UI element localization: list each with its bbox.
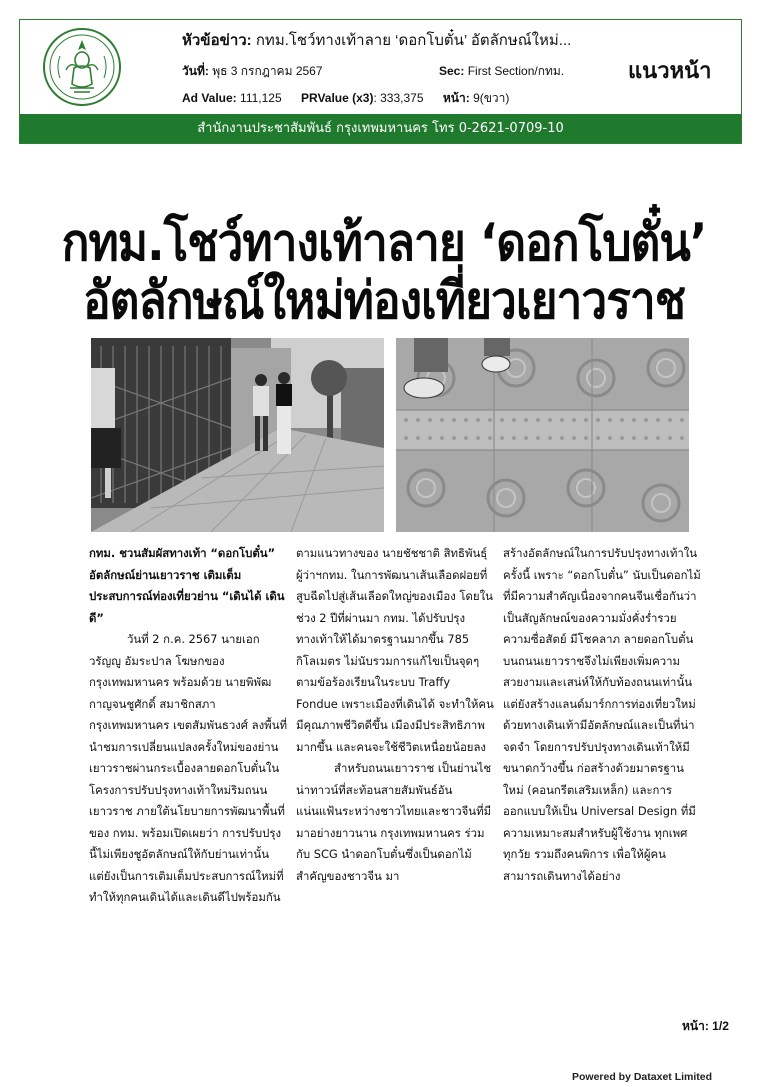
ad-value: 111,125: [240, 91, 282, 105]
headline-label: หัวข้อข่าว:: [182, 32, 252, 49]
page-counter: หน้า: 1/2: [682, 1019, 729, 1033]
street-photo: [91, 338, 384, 532]
powered-by: Powered by Dataxet Limited: [572, 1071, 713, 1083]
headline-line-2: อัตลักษณ์ใหม่ท่องเที่ยวเยาวราช: [83, 269, 685, 331]
ad-label: Ad Value:: [182, 91, 237, 105]
article-column-3: [503, 543, 701, 887]
page-value: 9(ขวา): [473, 91, 510, 105]
value-row: [182, 89, 602, 108]
article-lead: กทม. ชวนสัมผัสทางเท้า “ดอกโบตั๋น” อัตลักษณ์ย่านเยาวราช เติมเต็มประสบการณ์ท่องเที่ยวย่าน “เดินได้ เดินดี”: [89, 546, 285, 625]
headline-value: กทม.โชว์ทางเท้าลาย ‘ดอกโบตั๋น’ อัตลักษณ์ใหม่...: [255, 32, 572, 49]
article-column-2: [296, 543, 494, 887]
sec-label: Sec:: [439, 64, 465, 78]
article-paragraph: สร้างอัตลักษณ์ในการปรับปรุงทางเท้าในครั้งนี้ เพราะ “ดอกโบตั๋น” นับเป็นดอกไม้ที่มีความสำคัญเนื่องจากคนจีนเชื่อกันว่าเป็นสัญลักษณ์ของความมั่งคั่งร่ำรวย ความซื่อสัตย์ มีโชคลาภ ลายดอกโบตั๋นบนถนนเยาวราชจึงไม่เพียงเพิ่มความสวยงามและเสน่ห์ให้กับท้องถนนเท่านั้น แต่ยังสร้างแลนด์มาร์กการท่องเที่ยวใหม่ ด้วยทางเดินเท้ามีอัตลักษณ์และเป็นที่น่าจดจำ โดยการปรับปรุงทางเดินเท้าให้มีขนาดกว้างขึ้น ก่อสร้างด้วยมาตรฐานใหม่ (คอนกรีตเสริมเหล็ก) และการออกแบบให้เป็น Universal Design ที่มีความเหมาะสมสำหรับผู้ใช้งาน ทุกเพศทุกวัย รวมถึงคนพิการ เพื่อให้ผู้คนสามารถเดินทางได้อย่าง: [503, 546, 701, 883]
article-paragraph: วันที่ 2 ก.ค. 2567 นายเอกวรัญญู อัมระปาล โฆษกของกรุงเทพมหานคร พร้อมด้วย นายพิพัฒ กาญจนชูศักดิ์ สมาชิกสภากรุงเทพมหานคร เขตสัมพันธวงศ์ ลงพื้นที่นำชมการเปลี่ยนแปลงครั้งใหม่ของย่านเยาวราชผ่านกระเบื้องลายดอกโบตั๋นในโครงการปรับปรุงทางเท้าใหม่ริมถนนเยาวราช ภายใต้นโยบายการพัฒนาพื้นที่ของ กทม. พร้อมเปิดเผยว่า การปรับปรุงนี้ไม่เพียงชูอัตลักษณ์ให้กับย่านเท่านั้น แต่ยังเป็นการเติมเต็มประสบการณ์ใหม่ที่ทำให้ทุกคนเดินได้และเดินดีไปพร้อมกัน: [89, 632, 287, 904]
headline-row: [182, 28, 571, 52]
contact-bar: สำนักงานประชาสัมพันธ์ กรุงเทพมหานคร โทร 0-2621-0709-10: [20, 114, 741, 143]
pr-value: : 333,375: [373, 91, 424, 105]
bangkok-seal-icon: [30, 26, 134, 108]
sidewalk-tile-photo: [396, 338, 689, 532]
clipping-header: [19, 19, 742, 144]
headline-line-1: กทม.โชว์ทางเท้าลาย ‘ดอกโบตั๋น’: [61, 211, 707, 273]
date-value: พุธ 3 กรกฎาคม 2567: [212, 64, 323, 78]
article-paragraph: ตามแนวทางของ นายชัชชาติ สิทธิพันธุ์ ผู้ว่าฯกทม. ในการพัฒนาเส้นเลือดฝอยที่สูบฉีดไปสู่เส้นเลือดใหญ่ของเมือง โดยในช่วง 2 ปีที่ผ่านมา กทม. ได้ปรับปรุงทางเท้าให้ได้มาตรฐานมากขึ้น 785 กิโลเมตร ไม่นับรวมการแก้ไขเป็นจุดๆ ตามข้อร้องเรียนในระบบ Traffy Fondue เพราะเมืองที่เดินได้ จะทำให้คนมีคุณภาพชีวิตดีขึ้น เมืองมีประสิทธิภาพมากขึ้น และคนจะใช้ชีวิตเหนื่อยน้อยลง: [296, 546, 494, 754]
article-column-1: [89, 543, 287, 909]
date-row: [182, 62, 582, 81]
section-info: [439, 62, 564, 81]
newspaper-name: แนวหน้า: [628, 59, 712, 84]
date-label: วันที่:: [182, 64, 209, 78]
page-label: หน้า:: [442, 91, 470, 105]
article-paragraph: สำหรับถนนเยาวราช เป็นย่านไชน่าทาวน์ที่สะท้อนสายสัมพันธ์อันแน่นแฟ้นระหว่างชาวไทยและชาวจีนที่มีมาอย่างยาวนาน กรุงเทพมหานคร ร่วมกับ SCG นำดอกโบตั๋นซึ่งเป็นดอกไม้สำคัญของชาวจีน มา: [296, 761, 492, 883]
pr-label: PRValue (x3): [300, 91, 374, 105]
sec-value: First Section/กทม.: [467, 64, 565, 78]
clipping-meta: [182, 20, 612, 116]
